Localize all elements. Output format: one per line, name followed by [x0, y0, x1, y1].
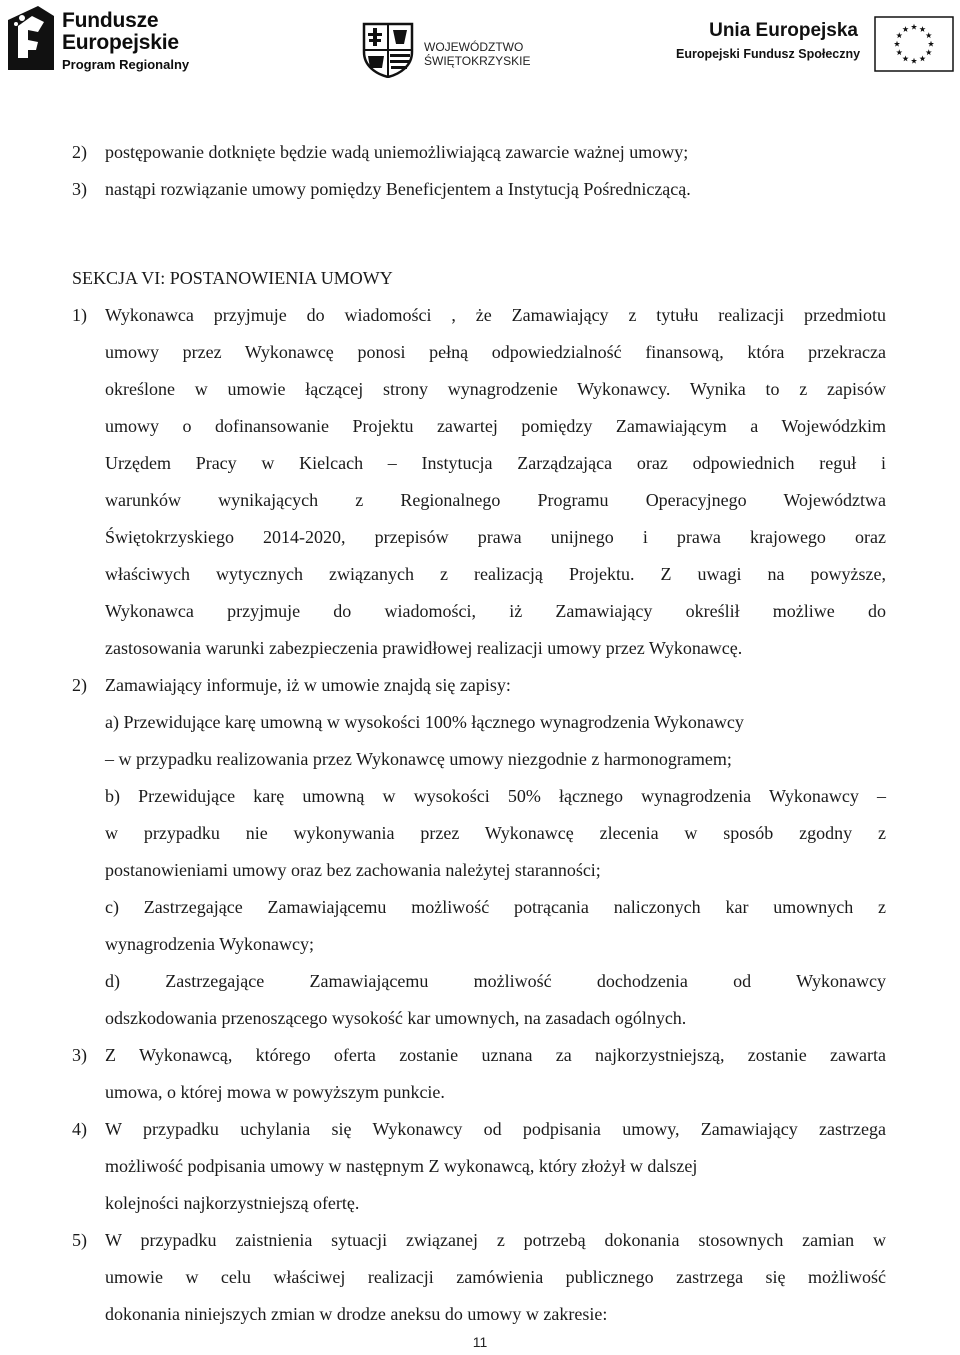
paragraph-line: umowy przez Wykonawcę ponosi pełną odpowiedzialność finansową, która przekracza	[105, 342, 886, 362]
document-body	[72, 134, 886, 1333]
ws-logo-line1: WOJEWÓDZTWO	[424, 40, 524, 54]
ws-logo-line2: ŚWIĘTOKRZYSKIE	[424, 54, 531, 68]
item-text: postępowanie dotknięte będzie wadą uniemożliwiającą zawarcie ważnej umowy;	[105, 142, 689, 162]
fe-logo-line3: Program Regionalny	[62, 57, 190, 72]
paragraph-line: umowy o dofinansowanie Projektu zawartej pomiędzy Zamawiającym a Wojewódzkim	[105, 416, 886, 436]
paragraph-line: zastosowania warunki zabezpieczenia prawidłowej realizacji umowy przez Wykonawcę.	[105, 638, 743, 658]
item-number: 2)	[72, 675, 87, 695]
subitem-line: wynagrodzenia Wykonawcy;	[105, 934, 315, 954]
subitem-line: w przypadku nie wykonywania przez Wykonawcę zlecenia w sposób zgodny z	[105, 823, 886, 843]
subitem-line: – w przypadku realizowania przez Wykonawcę umowy niezgodnie z harmonogramem;	[105, 749, 732, 769]
subitem-line: d) Zastrzegające Zamawiającemu możliwość dochodzenia od Wykonawcy	[105, 971, 886, 991]
paragraph-line: umowa, o której mowa w powyższym punkcie.	[105, 1082, 445, 1102]
paragraph-line: 5) W przypadku zaistnienia sytuacji związanej z potrzebą dokonania stosownych zamian w	[72, 1222, 886, 1259]
paragraph-line: dokonania niniejszych zmian w drodze aneksu do umowy w zakresie:	[105, 1304, 608, 1324]
paragraph-line: 4) W przypadku uchylania się Wykonawcy od podpisania umowy, Zamawiający zastrzega	[72, 1111, 886, 1148]
paragraph-line: 3) Z Wykonawcą, którego oferta zostanie uznana za najkorzystniejszą, zostanie zawarta	[72, 1037, 886, 1074]
paragraph-line: określone w umowie łączącej strony wynagrodzenie Wykonawcy. Wynika to z zapisów	[105, 379, 886, 399]
wojewodztwo-swietokrzyskie-logo	[362, 22, 542, 78]
item-number: 4)	[72, 1119, 87, 1139]
item-number: 2)	[72, 142, 87, 162]
subitem-line: b) Przewidujące karę umowną w wysokości 50% łącznego wynagrodzenia Wykonawcy –	[105, 786, 886, 806]
item-number: 3)	[72, 179, 87, 199]
item-number: 1)	[72, 305, 87, 325]
unia-europejska-logo	[676, 16, 956, 74]
paragraph-line: kolejności najkorzystniejszą ofertę.	[105, 1193, 360, 1213]
ue-logo-line2: Europejski Fundusz Społeczny	[676, 47, 861, 61]
list-item	[72, 171, 886, 208]
paragraph-line: Urzędem Pracy w Kielcach – Instytucja Zarządzająca oraz odpowiednich reguł i	[105, 453, 886, 473]
subitem-line: a) Przewidujące karę umowną w wysokości 100% łącznego wynagrodzenia Wykonawcy	[105, 712, 744, 732]
paragraph-line: możliwość podpisania umowy w następnym Z wykonawcą, który złożył w dalszej	[105, 1156, 698, 1176]
paragraph-line: Świętokrzyskiego 2014-2020, przepisów prawa unijnego i prawa krajowego oraz	[105, 527, 886, 547]
eu-flag-icon	[874, 16, 954, 72]
coat-of-arms-icon	[362, 22, 414, 78]
paragraph-line: 1) Wykonawca przyjmuje do wiadomości , że Zamawiający z tytułu realizacji przedmiotu	[72, 297, 886, 334]
paragraph-line: umowie w celu właściwej realizacji zamówienia publicznego zastrzega się możliwość	[105, 1267, 886, 1287]
fe-star-mark-icon	[8, 6, 54, 70]
section-heading: SEKCJA VI: POSTANOWIENIA UMOWY	[72, 268, 393, 288]
paragraph-line: Wykonawca przyjmuje do wiadomości, iż Zamawiający określił możliwe do	[105, 601, 886, 621]
page-header	[0, 0, 960, 80]
paragraph-line: 2) Zamawiający informuje, iż w umowie znajdą się zapisy:	[72, 667, 886, 704]
subitem-line: odszkodowania przenoszącego wysokość kar umownych, na zasadach ogólnych.	[105, 1008, 687, 1028]
subitem-line: c) Zastrzegające Zamawiającemu możliwość potrącania naliczonych kar umownych z	[105, 897, 886, 917]
item-number: 3)	[72, 1045, 87, 1065]
ue-logo-line1: Unia Europejska	[709, 20, 858, 41]
fe-logo-line1: Fundusze	[62, 9, 159, 32]
list-item	[72, 134, 886, 171]
paragraph-line: właściwych wytycznych związanych z realizacją Projektu. Z uwagi na powyższe,	[105, 564, 886, 584]
paragraph-line: warunków wynikających z Regionalnego Programu Operacyjnego Województwa	[105, 490, 886, 510]
page-number: 11	[472, 1334, 488, 1350]
fe-logo-line2: Europejskie	[62, 31, 179, 54]
item-number: 5)	[72, 1230, 87, 1250]
item-text: nastąpi rozwiązanie umowy pomiędzy Beneficjentem a Instytucją Pośredniczącą.	[105, 179, 691, 199]
subitem-line: postanowieniami umowy oraz bez zachowania należytej staranności;	[105, 860, 601, 880]
fundusze-europejskie-logo	[8, 6, 198, 70]
